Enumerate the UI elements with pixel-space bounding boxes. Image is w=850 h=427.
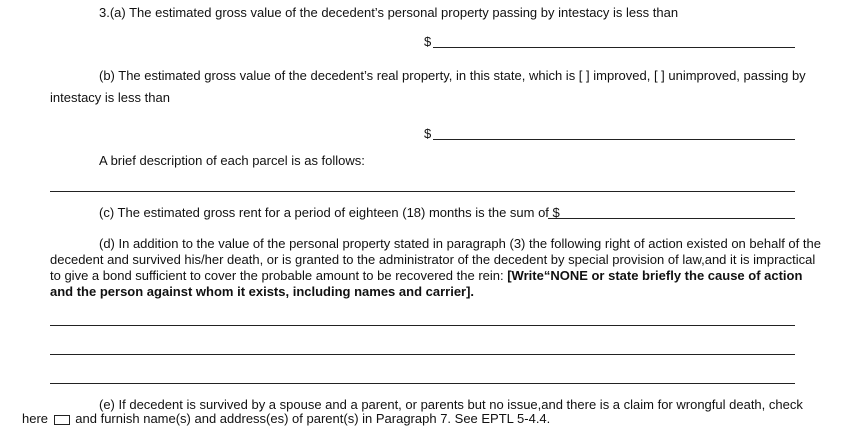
section-d-line3-plain: to give a bond sufficient to cover the probable amount to be recovered the rein:	[50, 268, 508, 283]
section-e-text-line1: (e) If decedent is survived by a spouse and a parent, or parents but no issue,and there is a claim for wrongful death, check	[99, 397, 803, 412]
section-e-text-line2	[22, 411, 550, 427]
section-a-dollar-sign: $	[424, 34, 432, 49]
section-d-line3-instruction: [Write“NONE or state briefly the cause of action	[507, 268, 803, 283]
section-c-text: (c) The estimated gross rent for a period of eighteen (18) months is the sum of $	[99, 205, 560, 220]
section-b-text-line1: (b) The estimated gross value of the decedent’s real property, in this state, which is [ ] improved, [ ] unimproved, passing by	[99, 68, 806, 83]
section-b-dollar-sign: $	[424, 126, 432, 141]
section-d-text-line4: and the person against whom it exists, including names and carrier].	[50, 284, 475, 299]
section-a-amount-field[interactable]	[433, 47, 795, 48]
section-e-line2-rest: and furnish name(s) and address(es) of parent(s) in Paragraph 7. See EPTL 5-4.4.	[75, 411, 551, 426]
parcel-description-field[interactable]	[50, 191, 795, 192]
parcel-description-label: A brief description of each parcel is as follows:	[99, 153, 365, 168]
section-b-text-line2: intestacy is less than	[50, 90, 170, 105]
section-b-amount-field[interactable]	[433, 139, 795, 140]
section-d-text-line1: (d) In addition to the value of the personal property stated in paragraph (3) the following right of action existed on behalf of the	[99, 236, 821, 251]
section-a-text: 3.(a) The estimated gross value of the decedent’s personal property passing by intestacy is less than	[99, 5, 679, 20]
section-d-text-line3	[50, 268, 802, 284]
section-d-text-line2: decedent and survived his/her death, or is granted to the administrator of the decedent by special provision of law,and it is impractical	[50, 252, 816, 267]
section-e-here-label: here	[22, 411, 49, 426]
section-d-answer-field-2[interactable]	[50, 354, 795, 355]
wrongful-death-checkbox[interactable]	[54, 415, 70, 425]
section-d-answer-field-3[interactable]	[50, 383, 795, 384]
section-c-rent-field[interactable]	[548, 218, 795, 219]
section-d-answer-field-1[interactable]	[50, 325, 795, 326]
